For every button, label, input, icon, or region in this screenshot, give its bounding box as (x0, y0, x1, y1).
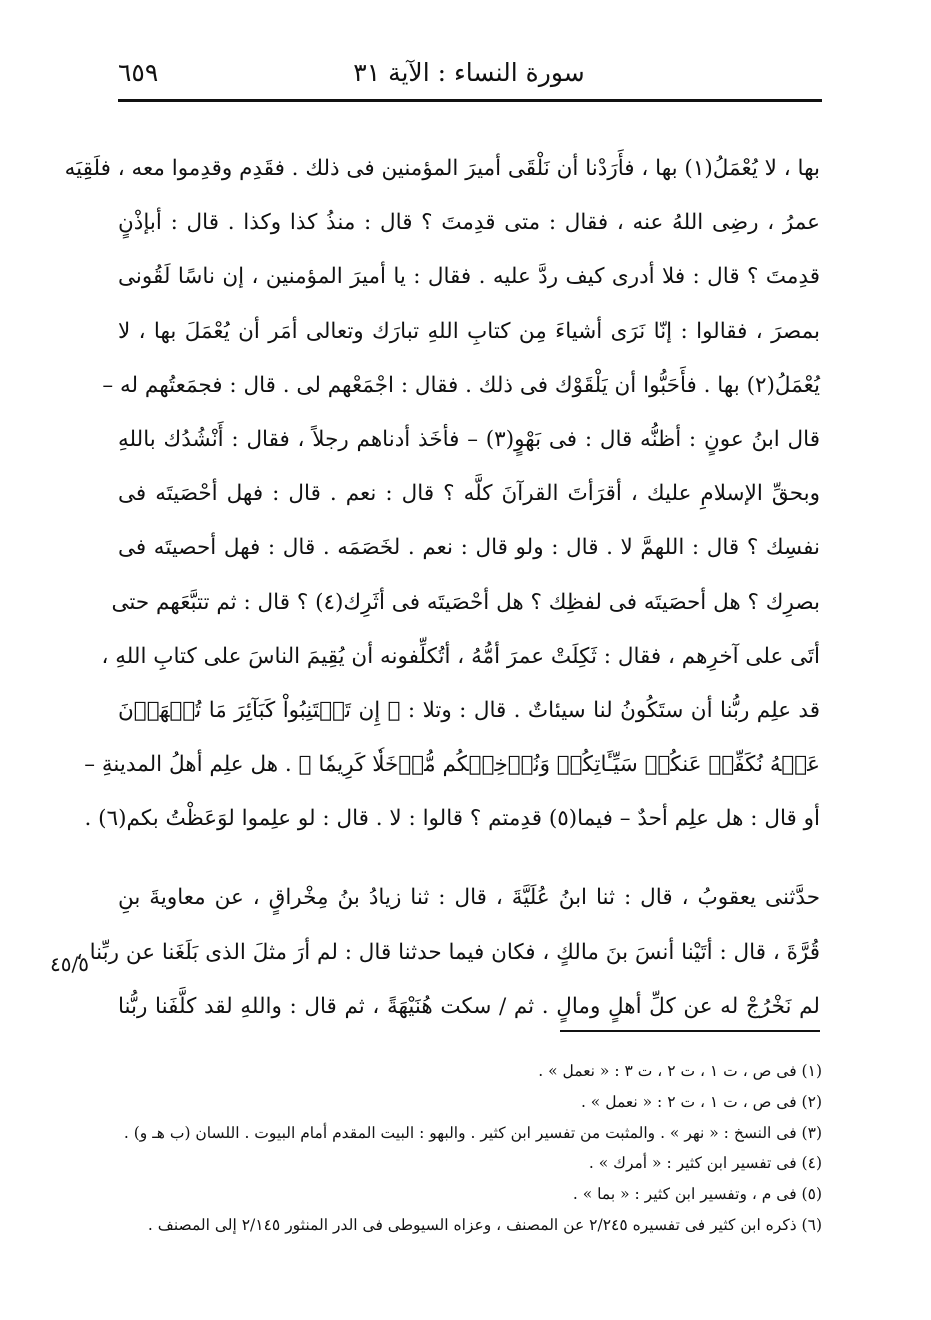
footnote-divider (560, 1030, 820, 1032)
surah-title: سورة النساء : الآية ٣١ (353, 58, 585, 87)
text-line: بمصرَ ، فقالوا : إنّا نَرَى أشياءَ مِن كتابِ اللهِ تبارَك وتعالى أمَر أن يُعْمَلَ بها ، لا (118, 318, 820, 344)
footnotes (100, 1056, 822, 1241)
text-line: عَنۡهُ نُكَفِّرۡ عَنكُمۡ سَيِّـَٔاتِكُمۡ وَنُدۡخِلۡكُم مُّدۡخَلٗا كَرِيمٗا ﴾ . هل علِم أهلُ المدينةِ – (84, 752, 820, 778)
text-line: قُرَّةَ ، قال : أتَيْنا أنسَ بنَ مالكٍ ، فكان فيما حدثنا قال : لم أرَ مثلَ الذى بَلَغَنا عن ربِّنا ، (75, 939, 820, 965)
footnote: (٥) فى م ، وتفسير ابن كثير : « بما » . (572, 1185, 822, 1204)
page-number: ٦٥٩ (118, 58, 159, 87)
text-line: بها ، لا يُعْمَلُ(١) بها ، فأَرَدْنا أن نَلْقَى أميرَ المؤمنين فى ذلك . فقَدِم وقدِموا معه ، فلَقِيَه (64, 156, 820, 181)
text-line: قال ابنُ عونٍ : أظنُّه قال : فى بَهْوٍ(٣) – فأخَذ أدناهم رجلاً ، فقال : أَنْشُدُك باللهِ (118, 426, 820, 452)
text-line: أو قال : هل علِم أحدٌ – فيما(٥) قدِمتم ؟ قالوا : لا . قال : لو علِموا لوَعَظْتُ بكم(٦) . (84, 806, 820, 832)
margin-reference: ٤٥/٥ (50, 952, 89, 976)
text-line: قدِمتَ ؟ قال : فلا أدرى كيف ردَّ عليه . فقال : يا أميرَ المؤمنين ، إن ناسًا لَقُونى (118, 264, 820, 290)
text-line: وبحقِّ الإسلامِ عليك ، أقرَأتَ القرآنَ كلَّه ؟ قال : نعم . قال : فهل أحْصَيتَه فى (118, 481, 820, 507)
page-header (118, 52, 820, 98)
footnote: (٣) فى النسخ : « نهر » . والمثبت من تفسير ابن كثير . والبهو : البيت المقدم أمام البيوت . اللسان (ب هـ و) . (123, 1123, 822, 1142)
footnote: (٢) فى ص ، ت ١ ، ت ٢ : « نعمل » . (580, 1092, 822, 1111)
text-line: لم نَخْرُجْ له عن كلِّ أهلٍ ومالٍ . ثم / سكت هُنَيْهَةً ، ثم قال : واللهِ لقد كلَّفَنا ربُّنا (118, 993, 820, 1019)
footnote: (١) فى ص ، ت ١ ، ت ٢ ، ت ٣ : « نعمل » . (538, 1062, 822, 1080)
text-line: عمرُ ، رضِى اللهُ عنه ، فقال : متى قدِمتَ ؟ قال : منذُ كذا وكذا . قال : أبإذْنٍ (118, 210, 820, 236)
paragraph-gap (118, 846, 820, 871)
header-divider (118, 99, 822, 102)
footnote: (٦) ذكره ابن كثير فى تفسيره ٢/٢٤٥ عن المصنف ، وعزاه السيوطى فى الدر المنثور ٢/١٤٥ إلى المصنف . (147, 1215, 822, 1234)
text-line: بصرِك ؟ هل أحصَيتَه فى لفظِك ؟ هل أحْصَيتَه فى أثَرِك(٤) ؟ قال : ثم تتبَّعَهم حتى (111, 589, 820, 615)
paragraph-1 (64, 142, 820, 846)
text-line: نفسِك ؟ قال : اللهمَّ لا . قال : ولو قال : نعم . لخَصَمَه . قال : فهل أحصيتَه فى (118, 535, 820, 561)
paragraph-2 (75, 871, 820, 1034)
text-line: يُعْمَلُ(٢) بها . فأَحَبُّوا أن يَلْقَوْك فى ذلك . فقال : اجْمَعْهم لى . قال : فجمَعتُهم له – (102, 372, 820, 398)
text-line: قد علِم ربُّنا أن ستَكُونُ لنا سيئاتٌ . قال : وتلا : ﴿ إِن تَجۡتَنِبُواْ كَبَآئِرَ مَا تُنۡهَوۡنَ (118, 697, 820, 723)
footnote: (٤) فى تفسير ابن كثير : « أمرك » . (588, 1154, 822, 1173)
text-line: حدَّثنى يعقوبُ ، قال : ثنا ابنُ عُلَيَّةَ ، قال : ثنا زيادُ بنُ مِخْراقٍ ، عن معاويةَ بنِ (118, 885, 820, 911)
text-line: أتَى على آخرِهم ، فقال : ثَكِلَتْ عمرَ أمُّهُ ، أتُكلِّفونه أن يُقِيمَ الناسَ على كتابِ اللهِ ، (101, 643, 820, 669)
